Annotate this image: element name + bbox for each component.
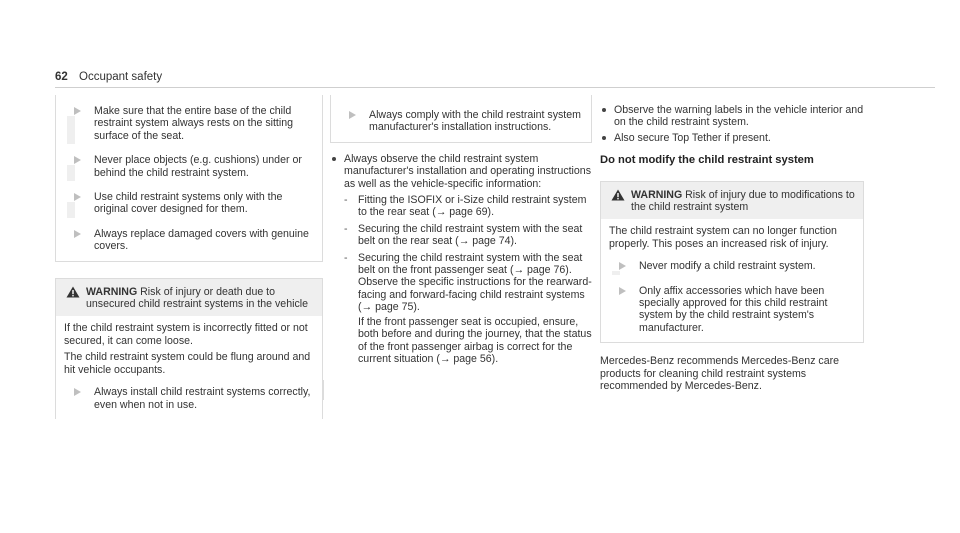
warning-body [601, 219, 863, 342]
warning-header [601, 182, 863, 220]
step-arrow-icon [349, 111, 356, 119]
page-number: 62 [55, 71, 68, 83]
warning-box [55, 278, 323, 419]
warning-label: WARNING [86, 285, 138, 298]
list-item: Observe the warning labels in the vehicle interior and on the child restraint system. [600, 104, 864, 129]
step-item: Always comply with the child restraint system manufacturer's installation instructions. [339, 109, 583, 134]
steps-box [330, 95, 592, 143]
step-arrow-icon [619, 287, 626, 295]
column-3 [600, 104, 864, 393]
step-item: Make sure that the entire base of the child restraint system always rests on the sitting surface of the seat. [64, 105, 314, 142]
step-item: Only affix accessories which have been specially approved for this child restraint system by the child restraint system's manufacturer. [609, 285, 855, 335]
section-title: Occupant safety [79, 71, 163, 83]
step-arrow-icon [74, 107, 81, 115]
warning-title: Risk of injury due to modifications to the child restraint system [631, 188, 855, 214]
page-header [55, 71, 162, 83]
warning-triangle-icon [66, 286, 80, 298]
step-item: Never place objects (e.g. cushions) under or behind the child restraint system. [64, 154, 314, 179]
warning-text: The child restraint system can no longer function properly. This poses an increased risk of injury. [609, 225, 837, 250]
warning-header [56, 279, 322, 317]
warning-text: The child restraint system could be flung around and hit vehicle occupants. [64, 351, 311, 376]
step-item: Never modify a child restraint system. [609, 260, 855, 272]
warning-label: WARNING [631, 188, 683, 201]
bullet-list [330, 153, 592, 366]
step-arrow-icon [74, 230, 81, 238]
bullet-list [600, 104, 864, 144]
dash-list [344, 194, 592, 365]
closing-paragraph: Mercedes-Benz recommends Mercedes-Benz care products for cleaning child restraint systems recommended by Mercedes-Benz. [600, 355, 840, 393]
list-item: - Fitting the ISOFIX or i-Size child restraint system to the rear seat (→ page 69). [344, 194, 587, 219]
step-arrow-icon [74, 156, 81, 164]
warning-triangle-icon [611, 189, 625, 201]
step-item: Always install child restraint systems correctly, even when not in use. [64, 386, 314, 411]
list-item: - Securing the child restraint system with the seat belt on the front passenger seat (→ page 76). Observe the specific instructions for the rearward-facing and forward-facing child restraint systems (→ page 75). If the front passenger seat is occupied, ensure, both before and during the journey, that the status of the front passenger airbag is correct for the current situation (→ page 56). [344, 251, 592, 365]
step-item: Always replace damaged covers with genuine covers. [64, 228, 314, 253]
step-item: Use child restraint systems only with the original cover designed for them. [64, 191, 314, 216]
steps-box [55, 95, 323, 262]
step-arrow-icon [74, 388, 81, 396]
warning-text: If the child restraint system is incorrectly fitted or not secured, it can come loose. [64, 322, 308, 347]
step-arrow-icon [74, 193, 81, 201]
step-arrow-icon [619, 262, 626, 270]
column-1 [55, 95, 323, 419]
list-item: Also secure Top Tether if present. [600, 132, 864, 144]
column-divider [323, 380, 324, 400]
list-item: - Securing the child restraint system with the seat belt on the rear seat (→ page 74). [344, 222, 583, 248]
list-item: Always observe the child restraint system manufacturer's installation and operating instructions as well as the vehicle-specific information: - Fitting the ISOFIX or i-Size child restraint system to the rear seat (→ page 69). - Securing the child restraint system with the seat belt on the rear seat (→ page 74). - Securing the child restraint system with the seat belt on the front passenger seat (→ page 76). Observe the specific instructions for the rearward-facing and forward-facing child restraint systems (→ page 75). If the front passenger seat is occupied, ensure, both before and during the journey, that the status of the front passenger airbag is correct for the current situation (→ page 56). [330, 153, 592, 366]
header-rule [55, 87, 935, 88]
warning-body [56, 316, 322, 418]
section-heading: Do not modify the child restraint system [600, 154, 814, 167]
warning-box [600, 181, 864, 344]
warning-title: Risk of injury or death due to unsecured child restraint systems in the vehicle [86, 285, 308, 311]
column-2 [330, 95, 592, 369]
